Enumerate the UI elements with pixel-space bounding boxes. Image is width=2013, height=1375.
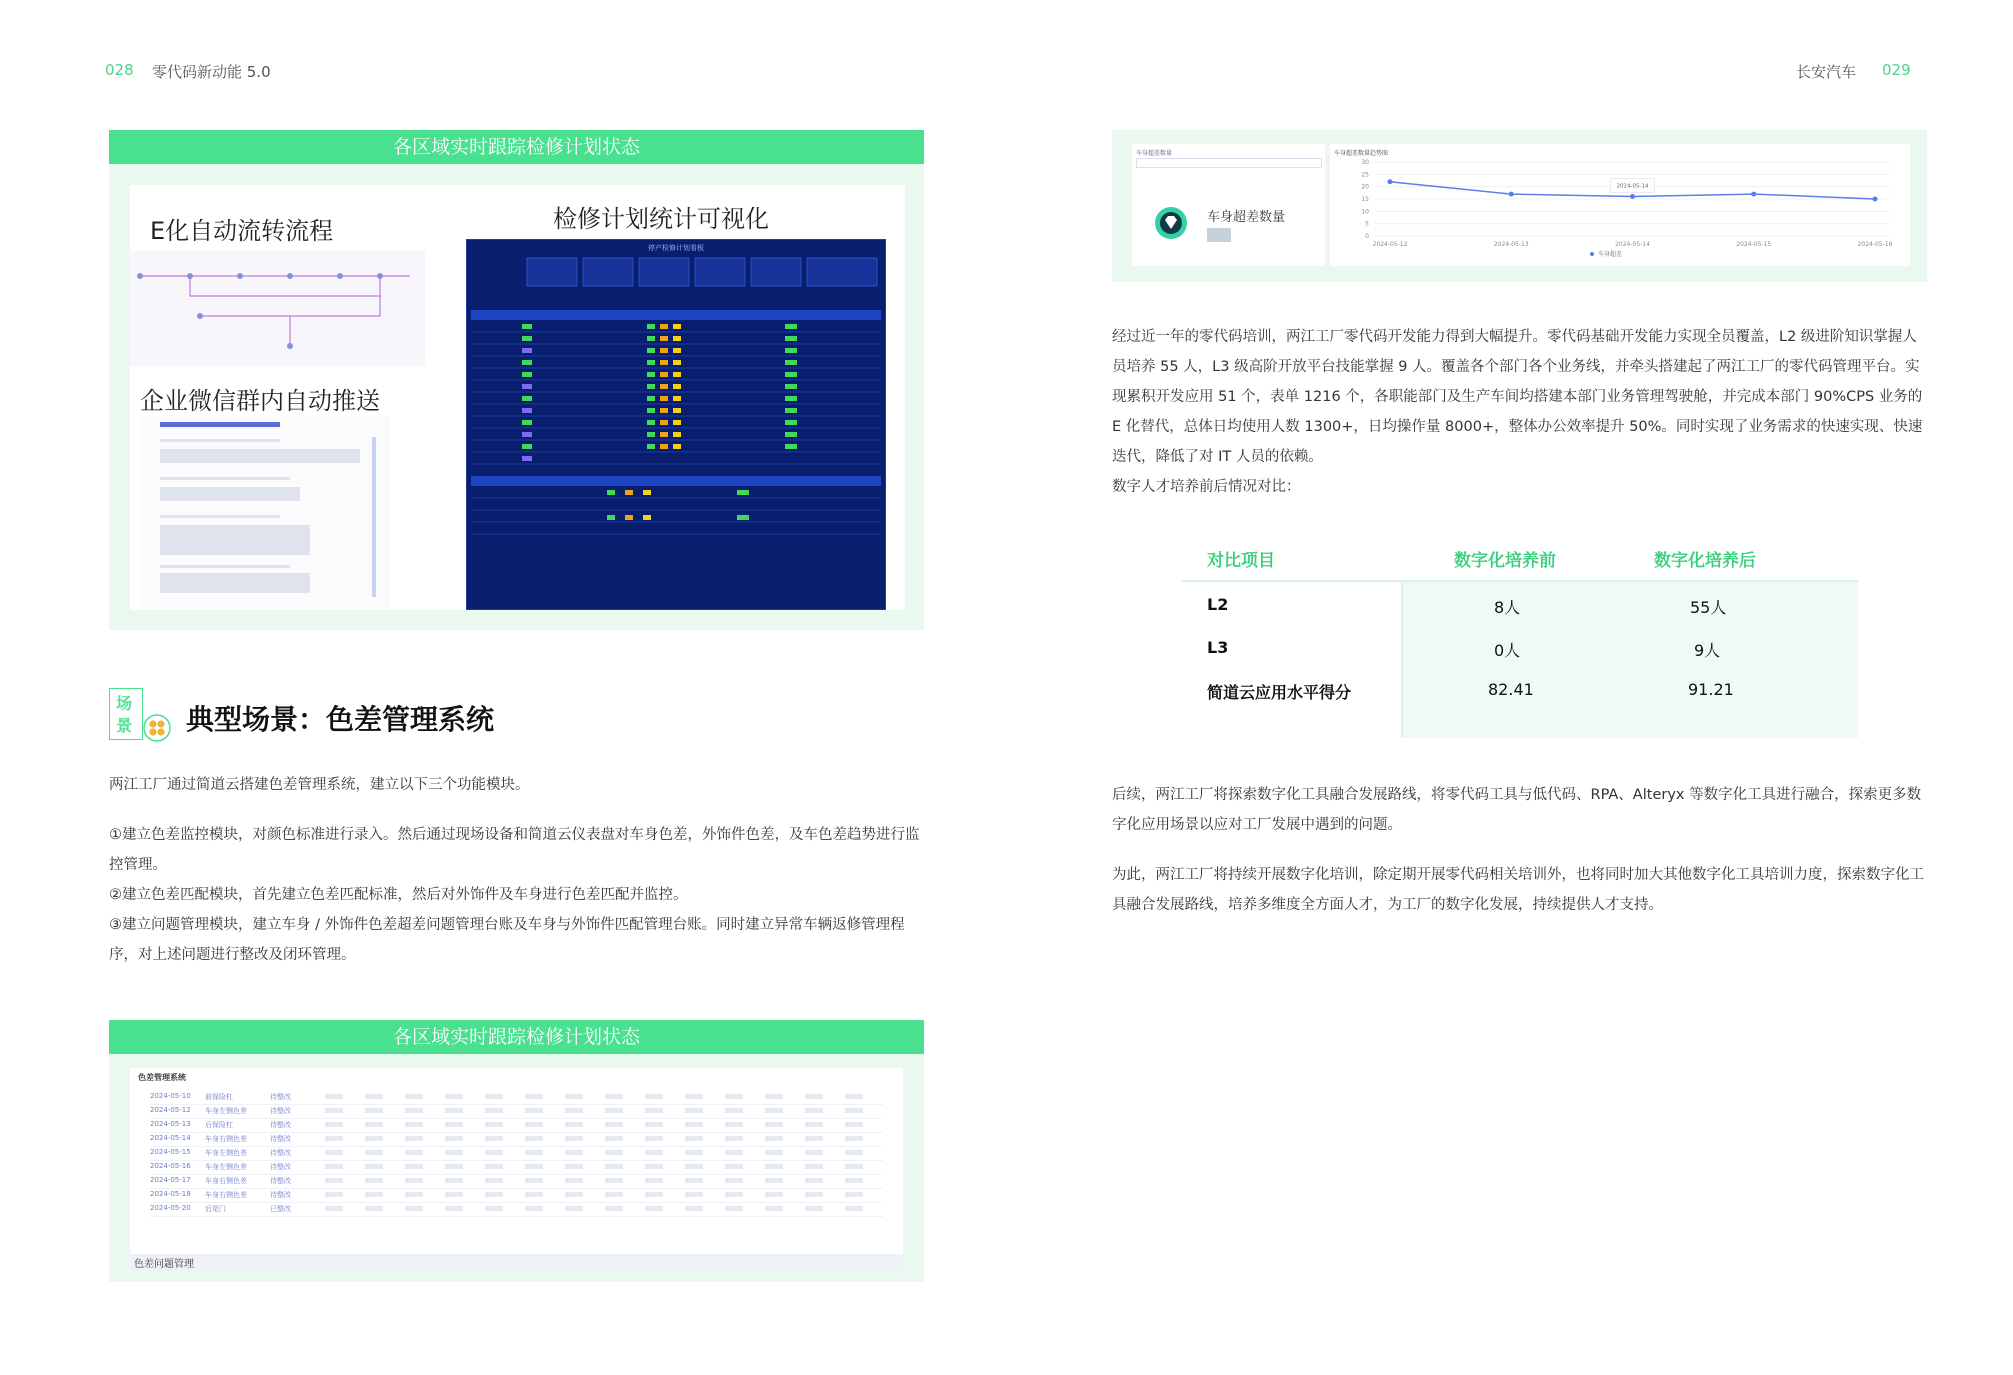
blurred-cell xyxy=(805,1206,823,1211)
right-para-1 xyxy=(1112,322,1927,502)
blurred-cell xyxy=(565,1164,583,1169)
compare-table-body-bg xyxy=(1402,582,1858,738)
blurred-cell xyxy=(325,1108,343,1113)
blurred-cell xyxy=(605,1094,623,1099)
row-status: 待整改 xyxy=(270,1149,291,1157)
blurred-cell xyxy=(325,1192,343,1197)
blurred-cell xyxy=(725,1192,743,1197)
row-status: 已整改 xyxy=(270,1205,291,1213)
blurred-cell xyxy=(605,1122,623,1127)
left-page-number: 028 xyxy=(105,61,134,79)
blurred-cell xyxy=(685,1150,703,1155)
blurred-cell xyxy=(525,1150,543,1155)
right-para-2-text: 后续，两江工厂将探索数字化工具融合发展路线，将零代码工具与低代码、RPA、Alteryx 等数字化工具进行融合，探索更多数字化应用场景以应对工厂发展中遇到的问题。 xyxy=(1112,787,1922,833)
y-tick-label: 15 xyxy=(1361,196,1369,203)
right-para-3 xyxy=(1112,860,1927,920)
blurred-cell xyxy=(485,1122,503,1127)
blurred-cell xyxy=(845,1136,863,1141)
blurred-cell xyxy=(605,1108,623,1113)
row-name: 车身右侧色差 xyxy=(205,1135,247,1143)
scene-item-1: ①建立色差监控模块，对颜色标准进行录入。然后通过现场设备和简道云仪表盘对车身色差，外饰件色差，及车色差趋势进行监控管理。 xyxy=(109,827,920,873)
blurred-cell xyxy=(765,1206,783,1211)
blurred-cell xyxy=(685,1122,703,1127)
blurred-cell xyxy=(765,1136,783,1141)
blurred-cell xyxy=(645,1206,663,1211)
blurred-cell xyxy=(605,1192,623,1197)
row-status: 待整改 xyxy=(270,1191,291,1199)
blurred-cell xyxy=(405,1108,423,1113)
compare-row2-after: 9人 xyxy=(1694,641,1721,660)
trend-chart-card xyxy=(1330,144,1910,266)
blurred-cell xyxy=(845,1122,863,1127)
blurred-cell xyxy=(765,1122,783,1127)
blurred-cell xyxy=(525,1192,543,1197)
blurred-cell xyxy=(805,1108,823,1113)
metric-card xyxy=(1132,144,1325,266)
blurred-cell xyxy=(365,1150,383,1155)
wechat-label: 企业微信群内自动推送 xyxy=(140,387,380,415)
row-date: 2024-05-17 xyxy=(150,1176,191,1184)
blurred-cell xyxy=(725,1150,743,1155)
blurred-cell xyxy=(525,1164,543,1169)
blurred-cell xyxy=(725,1122,743,1127)
blurred-cell xyxy=(445,1178,463,1183)
row-date: 2024-05-20 xyxy=(150,1204,191,1212)
data-point xyxy=(1630,194,1635,199)
row-status: 待整改 xyxy=(270,1107,291,1115)
blurred-cell xyxy=(445,1206,463,1211)
blurred-cell xyxy=(805,1192,823,1197)
blurred-cell xyxy=(325,1178,343,1183)
top-figure-collage xyxy=(130,185,905,610)
blurred-cell xyxy=(365,1178,383,1183)
right-para-1-text: 经过近一年的零代码培训，两江工厂零代码开发能力得到大幅提升。零代码基础开发能力实现全员覆盖，L2 级进阶知识掌握人员培养 55 人，L3 级高阶开放平台技能掌握 9 人。覆盖各个部门各个业务线，并牵头搭建起了两江工厂的零代码管理平台。实现累积开发应用 51 个，表单 1216 个，各职能部门及生产车间均搭建本部门业务管理驾驶舱，并完成本部门 90%CPS 业务的 E 化替代，总体日均使用人数 1300+，日均操作量 8000+，整体办公效率提升 50%。同时实现了业务需求的快速实现、快速迭代，降低了对 IT 人员的依赖。 xyxy=(1112,329,1923,465)
blurred-cell xyxy=(605,1178,623,1183)
blurred-cell xyxy=(805,1136,823,1141)
blurred-cell xyxy=(525,1136,543,1141)
compare-head-after: 数字化培养后 xyxy=(1654,551,1756,571)
blurred-cell xyxy=(445,1122,463,1127)
table-row[interactable] xyxy=(150,1188,883,1203)
blurred-cell xyxy=(445,1094,463,1099)
blurred-cell xyxy=(685,1136,703,1141)
scene-items xyxy=(109,820,927,970)
blurred-cell xyxy=(365,1206,383,1211)
row-name: 车身左侧色差 xyxy=(205,1163,247,1171)
blurred-cell xyxy=(445,1150,463,1155)
blurred-cell xyxy=(605,1164,623,1169)
blurred-cell xyxy=(365,1136,383,1141)
row-name: 车身右侧色差 xyxy=(205,1191,247,1199)
sheet-footer-label: 色差问题管理 xyxy=(134,1259,194,1270)
scene-intro-text: 两江工厂通过简道云搭建色差管理系统，建立以下三个功能模块。 xyxy=(109,777,530,793)
blurred-cell xyxy=(725,1206,743,1211)
filter-select[interactable] xyxy=(1136,158,1322,168)
blurred-cell xyxy=(605,1136,623,1141)
blurred-cell xyxy=(805,1094,823,1099)
blurred-cell xyxy=(685,1178,703,1183)
row-date: 2024-05-13 xyxy=(150,1120,191,1128)
row-name: 后尾门 xyxy=(205,1205,226,1213)
blurred-cell xyxy=(485,1178,503,1183)
blurred-cell xyxy=(325,1206,343,1211)
blurred-cell xyxy=(845,1150,863,1155)
y-tick-label: 30 xyxy=(1361,159,1369,166)
y-tick-label: 0 xyxy=(1365,233,1369,240)
table-row[interactable] xyxy=(150,1146,883,1161)
blurred-cell xyxy=(485,1164,503,1169)
blurred-cell xyxy=(445,1192,463,1197)
row-name: 前保险杠 xyxy=(205,1093,233,1101)
blurred-cell xyxy=(605,1206,623,1211)
filter-label: 车身超差数量 xyxy=(1136,150,1173,157)
row-date: 2024-05-18 xyxy=(150,1190,191,1198)
x-tick-label: 2024-05-13 xyxy=(1493,241,1529,248)
table-row[interactable] xyxy=(150,1104,883,1119)
blurred-cell xyxy=(765,1164,783,1169)
blurred-cell xyxy=(685,1192,703,1197)
sheet-footer xyxy=(130,1254,903,1270)
blurred-cell xyxy=(365,1122,383,1127)
blurred-cell xyxy=(485,1192,503,1197)
blurred-cell xyxy=(365,1192,383,1197)
blurred-cell xyxy=(725,1136,743,1141)
flow-label: E化自动流转流程 xyxy=(150,217,334,245)
compare-row3-before: 82.41 xyxy=(1488,680,1534,699)
table-row[interactable] xyxy=(150,1132,883,1147)
top-figure-banner: 各区域实时跟踪检修计划状态 xyxy=(109,130,924,164)
blurred-cell xyxy=(725,1094,743,1099)
row-date: 2024-05-16 xyxy=(150,1162,191,1170)
right-page-number: 029 xyxy=(1882,61,1911,79)
row-date: 2024-05-10 xyxy=(150,1092,191,1100)
blurred-cell xyxy=(365,1164,383,1169)
blurred-cell xyxy=(525,1178,543,1183)
blurred-cell xyxy=(725,1164,743,1169)
blurred-cell xyxy=(325,1164,343,1169)
blurred-cell xyxy=(325,1150,343,1155)
row-status: 待整改 xyxy=(270,1163,291,1171)
row-status: 待整改 xyxy=(270,1121,291,1129)
blurred-cell xyxy=(405,1150,423,1155)
compare-row2-item: L3 xyxy=(1207,638,1229,657)
row-date: 2024-05-15 xyxy=(150,1148,191,1156)
sheet-title: 色差管理系统 xyxy=(138,1073,186,1082)
scene-badge xyxy=(109,688,143,740)
right-running-title: 长安汽车 xyxy=(1796,63,1857,81)
blurred-cell xyxy=(565,1192,583,1197)
data-point xyxy=(1751,192,1756,197)
blurred-cell xyxy=(685,1206,703,1211)
compare-row2-before: 0人 xyxy=(1494,641,1521,660)
blurred-cell xyxy=(645,1094,663,1099)
table-row[interactable] xyxy=(150,1090,883,1105)
blurred-cell xyxy=(765,1094,783,1099)
blurred-cell xyxy=(845,1094,863,1099)
flow-diagram xyxy=(130,251,425,366)
blurred-cell xyxy=(445,1108,463,1113)
blurred-cell xyxy=(485,1094,503,1099)
compare-head-before: 数字化培养前 xyxy=(1454,551,1556,571)
data-point xyxy=(1388,179,1393,184)
blurred-cell xyxy=(765,1150,783,1155)
compare-table xyxy=(1182,530,1858,738)
table-row[interactable] xyxy=(150,1174,883,1189)
data-point xyxy=(1873,197,1878,202)
color-diff-sheet xyxy=(130,1068,903,1270)
chart-title: 车身超差数量趋势图 xyxy=(1334,150,1389,157)
blurred-cell xyxy=(485,1206,503,1211)
compare-row3-after: 91.21 xyxy=(1688,680,1734,699)
blurred-cell xyxy=(845,1206,863,1211)
blurred-cell xyxy=(645,1108,663,1113)
wechat-message-mock xyxy=(140,417,390,607)
blurred-cell xyxy=(645,1150,663,1155)
blurred-cell xyxy=(325,1136,343,1141)
scene-item-3: ③建立问题管理模块，建立车身 / 外饰件色差超差问题管理台账及车身与外饰件匹配管理台账。同时建立异常车辆返修管理程序，对上述问题进行整改及闭环管理。 xyxy=(109,917,905,963)
blurred-cell xyxy=(725,1178,743,1183)
blurred-cell xyxy=(325,1094,343,1099)
compare-row3-item: 简道云应用水平得分 xyxy=(1207,683,1352,702)
trend-chart xyxy=(1330,144,1910,266)
blurred-cell xyxy=(845,1178,863,1183)
y-tick-label: 25 xyxy=(1361,171,1369,179)
blurred-cell xyxy=(525,1206,543,1211)
row-date: 2024-05-14 xyxy=(150,1134,191,1142)
blurred-cell xyxy=(805,1164,823,1169)
blurred-cell xyxy=(645,1192,663,1197)
right-para-3-text: 为此，两江工厂将持续开展数字化培训，除定期开展零代码相关培训外，也将同时加大其他数字化工具培训力度，探索数字化工具融合发展路线，培养多维度全方面人才，为工厂的数字化发展，持续提供人才支持。 xyxy=(1112,867,1924,913)
tooltip-text: 2024-05-14 xyxy=(1616,183,1649,190)
blurred-cell xyxy=(405,1192,423,1197)
table-row[interactable] xyxy=(150,1160,883,1175)
clover-icon xyxy=(143,714,171,742)
blurred-cell xyxy=(525,1094,543,1099)
blurred-cell xyxy=(565,1094,583,1099)
row-status: 待整改 xyxy=(270,1135,291,1143)
blurred-cell xyxy=(685,1094,703,1099)
blurred-cell xyxy=(805,1150,823,1155)
blurred-cell xyxy=(565,1178,583,1183)
blurred-cell xyxy=(405,1178,423,1183)
blurred-cell xyxy=(405,1136,423,1141)
x-tick-label: 2024-05-14 xyxy=(1615,241,1650,248)
x-tick-label: 2024-05-16 xyxy=(1857,241,1893,248)
y-tick-label: 10 xyxy=(1361,208,1369,216)
diamond-icon xyxy=(1154,206,1188,240)
dashboard-graphic xyxy=(467,240,885,609)
row-status: 待整改 xyxy=(270,1177,291,1185)
blurred-cell xyxy=(805,1178,823,1183)
compare-head-item: 对比项目 xyxy=(1207,551,1275,571)
blurred-cell xyxy=(485,1150,503,1155)
maintenance-dashboard xyxy=(466,239,886,610)
bottom-figure-banner: 各区域实时跟踪检修计划状态 xyxy=(109,1020,924,1054)
compare-row1-after: 55人 xyxy=(1690,598,1727,617)
scene-badge-line1: 场 xyxy=(116,694,133,713)
right-para-2 xyxy=(1112,780,1927,840)
row-status: 待整改 xyxy=(270,1093,291,1101)
blurred-cell xyxy=(645,1178,663,1183)
blurred-cell xyxy=(485,1108,503,1113)
blurred-cell xyxy=(405,1094,423,1099)
blurred-cell xyxy=(405,1122,423,1127)
blurred-cell xyxy=(685,1108,703,1113)
y-tick-label: 5 xyxy=(1365,220,1369,228)
row-name: 后保险杠 xyxy=(205,1121,233,1129)
blurred-cell xyxy=(845,1108,863,1113)
row-date: 2024-05-12 xyxy=(150,1106,191,1114)
blurred-cell xyxy=(525,1108,543,1113)
blurred-cell xyxy=(565,1150,583,1155)
row-name: 车身右侧色差 xyxy=(205,1177,247,1185)
blurred-cell xyxy=(645,1164,663,1169)
blurred-cell xyxy=(805,1122,823,1127)
blurred-cell xyxy=(765,1192,783,1197)
blurred-cell xyxy=(765,1178,783,1183)
blurred-cell xyxy=(765,1108,783,1113)
compare-table-divider xyxy=(1401,582,1403,738)
y-tick-label: 20 xyxy=(1361,183,1369,191)
right-para-1-tail: 数字人才培养前后情况对比： xyxy=(1112,479,1301,495)
blurred-cell xyxy=(405,1206,423,1211)
blurred-cell xyxy=(485,1136,503,1141)
compare-row1-item: L2 xyxy=(1207,595,1229,614)
metric-value-blurred xyxy=(1207,228,1231,242)
blurred-cell xyxy=(645,1136,663,1141)
blurred-cell xyxy=(685,1164,703,1169)
blurred-cell xyxy=(645,1122,663,1127)
left-running-title: 零代码新动能 5.0 xyxy=(152,63,271,81)
scene-title: 典型场景：色差管理系统 xyxy=(186,703,495,736)
metric-label: 车身超差数量 xyxy=(1207,210,1286,225)
compare-row1-before: 8人 xyxy=(1494,598,1521,617)
scene-item-2: ②建立色差匹配模块，首先建立色差匹配标准，然后对外饰件及车身进行色差匹配并监控。 xyxy=(109,887,688,903)
scene-intro xyxy=(109,770,927,800)
scene-badge-line2: 景 xyxy=(116,716,133,735)
x-tick-label: 2024-05-15 xyxy=(1736,241,1772,248)
blurred-cell xyxy=(845,1192,863,1197)
blurred-cell xyxy=(565,1136,583,1141)
legend-marker xyxy=(1590,252,1594,256)
row-name: 车身左侧色差 xyxy=(205,1107,247,1115)
row-name: 车身左侧色差 xyxy=(205,1149,247,1157)
blurred-cell xyxy=(365,1094,383,1099)
table-row[interactable] xyxy=(150,1202,883,1217)
x-tick-label: 2024-05-12 xyxy=(1372,241,1408,248)
blurred-cell xyxy=(445,1136,463,1141)
data-point xyxy=(1509,192,1514,197)
legend-label: 车身超差 xyxy=(1598,251,1623,258)
blurred-cell xyxy=(445,1164,463,1169)
table-row[interactable] xyxy=(150,1118,883,1133)
blurred-cell xyxy=(325,1122,343,1127)
plan-visual-label: 检修计划统计可视化 xyxy=(553,205,769,233)
blurred-cell xyxy=(365,1108,383,1113)
blurred-cell xyxy=(565,1122,583,1127)
blurred-cell xyxy=(525,1122,543,1127)
blurred-cell xyxy=(605,1150,623,1155)
blurred-cell xyxy=(565,1206,583,1211)
dashboard-title: 停产检修计划看板 xyxy=(648,244,704,252)
blurred-cell xyxy=(725,1108,743,1113)
blurred-cell xyxy=(565,1108,583,1113)
blurred-cell xyxy=(405,1164,423,1169)
blurred-cell xyxy=(845,1164,863,1169)
